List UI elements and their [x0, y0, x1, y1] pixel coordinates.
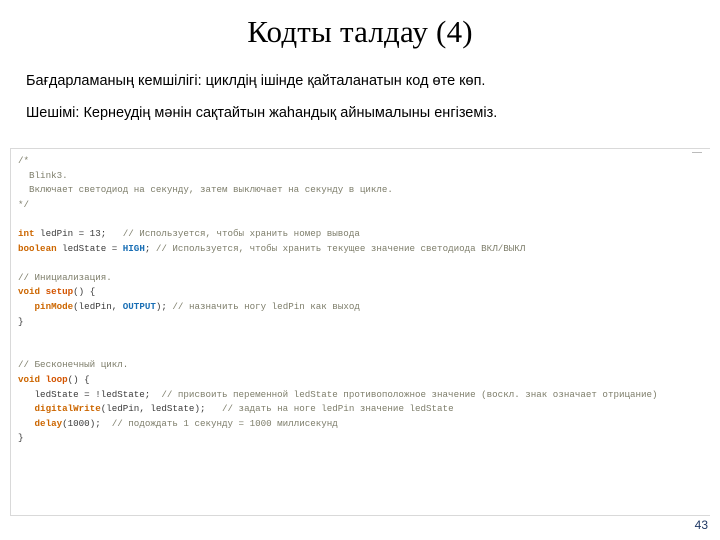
code-token: pinMode: [34, 300, 74, 312]
code-token: ;: [144, 242, 156, 254]
code-panel: [10, 148, 710, 516]
code-token: (1000);: [62, 417, 112, 429]
code-token: digitalWrite: [34, 403, 101, 415]
code-listing: [18, 154, 658, 446]
code-token: void: [18, 286, 41, 298]
code-token: OUTPUT: [122, 300, 156, 312]
code-token: // подождать 1 секунду = 1000 миллисекунд: [111, 417, 338, 429]
code-token: ledPin = 13;: [34, 227, 123, 239]
code-token: void: [18, 373, 41, 385]
code-token: boolean: [18, 242, 57, 254]
code-token: setup: [45, 286, 74, 298]
code-token: [18, 403, 35, 414]
code-token: Blink3.: [18, 169, 68, 181]
panel-bottom-rule: [10, 515, 710, 516]
code-token: int: [18, 227, 35, 239]
code-token: (ledPin, ledState);: [100, 403, 223, 415]
code-token: // назначить ногу ledPin как выход: [172, 300, 360, 312]
code-token: ledState =: [56, 242, 123, 254]
code-token: // присвоить переменной ledState противоположное значение (воскл. знак означает отрицание): [161, 388, 658, 400]
code-token: () {: [73, 286, 96, 298]
code-token: (ledPin,: [73, 300, 123, 312]
code-token: [18, 301, 35, 312]
panel-top-rule: [10, 148, 710, 149]
code-token: // задать на ноге ledPin значение ledState: [222, 403, 454, 415]
panel-left-rule: [10, 148, 11, 516]
code-token: }: [18, 432, 24, 444]
code-token: // Инициализация.: [18, 271, 112, 283]
bullet-solution: Шешімі: Кернеудің мәнін сақтайтын жаһандық айнымалыны енгіземіз.: [26, 105, 498, 121]
code-token: // Бесконечный цикл.: [18, 359, 129, 371]
code-token: delay: [34, 417, 63, 429]
code-token: */: [18, 198, 30, 210]
code-token: loop: [45, 373, 68, 385]
code-token: // Используется, чтобы хранить номер вывода: [122, 227, 360, 239]
page-title: Кодты талдау (4): [247, 14, 473, 49]
bullet-problem: Бағдарламаның кемшілігі: циклдің ішінде қайталанатын код өте көп.: [26, 73, 486, 89]
code-token: Включает светодиод на секунду, затем выключает на секунду в цикле.: [18, 184, 393, 196]
code-token: // Используется, чтобы хранить текущее значение светодиода ВКЛ/ВЫКЛ: [155, 242, 526, 254]
page-number: 43: [694, 518, 708, 532]
code-token: HIGH: [122, 242, 145, 254]
code-token: }: [18, 315, 24, 327]
panel-right-mark: [692, 152, 702, 153]
code-token: () {: [67, 373, 90, 385]
code-token: [18, 418, 35, 429]
code-token: );: [155, 300, 173, 312]
code-token: /*: [18, 155, 30, 166]
code-token: ledState = !ledState;: [18, 388, 162, 400]
